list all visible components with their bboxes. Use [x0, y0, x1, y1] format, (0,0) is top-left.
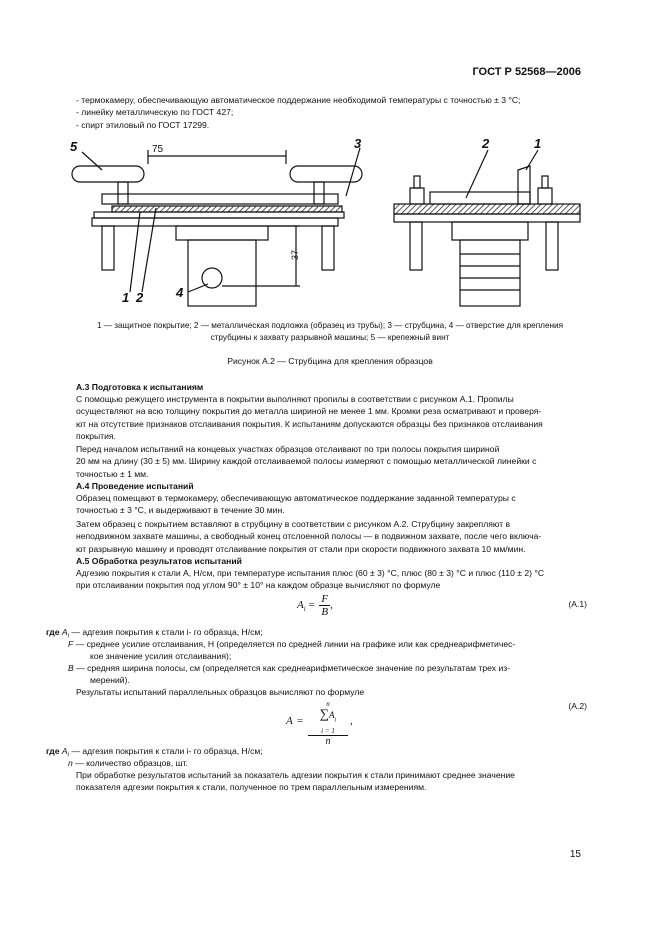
where-symbol: F — [68, 639, 74, 649]
clamp-figure — [60, 136, 600, 316]
section-a4-title: А.4 Проведение испытаний — [76, 481, 194, 491]
section-a3-title: А.3 Подготовка к испытаниям — [76, 382, 204, 392]
section-a5-paragraph-1 — [76, 567, 586, 592]
left-screw-knob — [72, 166, 144, 182]
text-line: неподвижном захвате машины, а свободный конец отслоенной полосы — в подвижном захвате, после чего включа- — [76, 531, 542, 542]
formula-a1-denominator: B — [321, 606, 329, 618]
text-line: Затем образец с покрытием вставляют в струбцину в соответствии с рисунком А.2. Струбцину закрепляют в — [76, 519, 511, 529]
figure-label-2-left: 2 — [136, 290, 144, 305]
formula-a2-lhs: A — [286, 715, 293, 727]
formula-a1-eq: = — [308, 599, 315, 612]
text-line: Адгезию покрытия к стали А, Н/см, при температуре испытания плюс (60 ± 3) °С, плюс (80 ± 3) °С и плюс (110 ± 2) °С — [76, 568, 545, 578]
text-line: При обработке результатов испытаний за показатель адгезии покрытия к стали принимают среднее значение — [76, 770, 515, 780]
formula-a1-tail: , — [330, 599, 333, 612]
formula-a1-number: (А.1) — [568, 599, 587, 609]
formula-a2-eq: = — [297, 715, 304, 727]
where-item-continuation: мерений). — [90, 675, 130, 685]
figure-label-3-left: 3 — [354, 136, 362, 151]
figure-legend — [60, 320, 600, 343]
text-line: 20 мм на длину (30 ± 5) мм. Ширину каждой отслаиваемой полосы измеряют с помощью металлической линейки с — [76, 456, 537, 467]
formula-a2-tail: , — [350, 715, 353, 727]
text-line: показателя адгезии покрытия к стали, полученное по трем параллельным измерениям. — [76, 782, 427, 793]
formula-a2-fraction — [308, 700, 348, 748]
list-item: - спирт этиловый по ГОСТ 17299. — [76, 119, 210, 130]
where-item — [68, 662, 510, 674]
figure-legend-line: струбцины к захвату разрывной машины; 5 — крепежный винт — [210, 332, 450, 342]
where-item-continuation: кое значение усилия отслаивания); — [90, 651, 232, 661]
formula-a2-term: A — [329, 710, 335, 720]
section-a3-paragraph-2 — [76, 443, 586, 480]
section-a5-paragraph-3 — [76, 769, 586, 794]
figure-label-1-left: 1 — [122, 290, 130, 305]
formula-a1-lhs-sub: i — [303, 605, 306, 614]
figure-label-1-right: 1 — [534, 136, 542, 151]
where-text: — адгезия покрытия к стали i- го образца, Н/см; — [71, 627, 263, 637]
section-a5-paragraph-2: Результаты испытаний параллельных образцов вычисляют по формуле — [76, 687, 365, 697]
section-a3-paragraph-1 — [76, 393, 586, 442]
document-header: ГОСТ Р 52568—2006 — [472, 66, 581, 78]
where-symbol-sub: i — [67, 752, 69, 759]
where-symbol-sub: i — [67, 633, 69, 640]
where-symbol: A — [61, 627, 68, 637]
formula-a2-sum-top: n — [326, 700, 330, 708]
text-line: Образец помещают в термокамеру, обеспечивающую автоматическое поддержание заданной температуры с — [76, 493, 516, 503]
formula-a1-fraction — [319, 593, 330, 618]
dimension-75-label: 75 — [152, 144, 164, 155]
where-prefix: где — [46, 627, 60, 637]
figure-caption: Рисунок А.2 — Струбцина для крепления образцов — [227, 356, 433, 366]
formula-a2-term-sub: i — [334, 717, 337, 724]
formula-a2-number: (А.2) — [568, 701, 587, 711]
figure-label-5: 5 — [70, 139, 78, 154]
text-line: Перед началом испытаний на концевых участках образцов отслаивают по три полосы покрытия шириной — [76, 444, 500, 454]
formula-a2-denominator: n — [325, 735, 331, 747]
where-symbol: A — [61, 746, 68, 756]
section-a4-paragraph-1 — [76, 492, 586, 517]
section-a5-title: А.5 Обработка результатов испытаний — [76, 556, 242, 566]
where-item — [68, 757, 188, 769]
formula-a2-sum-symbol: $\sum A_i$ — [319, 706, 337, 724]
page-number: 15 — [569, 849, 581, 860]
formula-a2-sum-bottom: i = 1 — [308, 727, 348, 736]
where-text: — среднее усилие отслаивания, Н (определяется по средней линии на графике или как среднеарифметичес- — [75, 639, 516, 649]
where-text: — средняя ширина полосы, см (определяется как среднеарифметическое значение по результатам трех из- — [76, 663, 511, 673]
section-a4-paragraph-2 — [76, 518, 586, 555]
text-line: точностью ± 1 мм. — [76, 468, 149, 479]
where-text: — адгезия покрытия к стали i- го образца, Н/см; — [71, 746, 263, 756]
formula-a1-numerator: F — [321, 593, 329, 605]
text-line: при отслаивании покрытия под углом 90° ± 10° на каждом образце вычисляют по формуле — [76, 580, 441, 591]
text-line: С помощью режущего инструмента в покрытии выполняют пропилы в соответствии с рисунком А.1. Пропилы — [76, 394, 514, 404]
where-symbol: n — [68, 758, 73, 768]
figure-label-2-right: 2 — [482, 136, 490, 151]
where-text: — количество образцов, шт. — [75, 758, 188, 768]
equipment-list — [76, 94, 586, 131]
figure-label-4: 4 — [176, 285, 184, 300]
dimension-37-label: 37 — [290, 249, 300, 260]
where-prefix: где — [46, 746, 60, 756]
where-symbol: B — [68, 663, 74, 673]
figure-legend-line: 1 — защитное покрытие; 2 — металлическая подложка (образец из трубы); 3 — струбцина, 4 — отверстие для крепления — [96, 321, 564, 330]
text-line: осуществляют на всю толщину покрытия до металла шириной не менее 1 мм. Кромки реза осматривают и проверя- — [76, 406, 542, 417]
text-line: точностью ± 3 °С, и выдерживают в течение 30 мин. — [76, 505, 285, 516]
formula-a1-lhs: A — [297, 599, 304, 612]
list-item: - термокамеру, обеспечивающую автоматическое поддержание необходимой температуры с точностью ± 3 °С; — [76, 95, 521, 105]
text-line: ют разрывную машину и проводят отслаивание покрытия от стали при скорости подвижного захвата 10 мм/мин. — [76, 543, 526, 554]
text-line: ют на отсутствие признаков отслаивания покрытия. К испытаниям допускаются образцы без признаков отслаивания — [76, 418, 543, 429]
formula-a1 — [297, 593, 333, 618]
text-line: покрытия. — [76, 430, 116, 441]
where-item — [68, 638, 515, 650]
list-item: - линейку металлическую по ГОСТ 427; — [76, 107, 234, 118]
